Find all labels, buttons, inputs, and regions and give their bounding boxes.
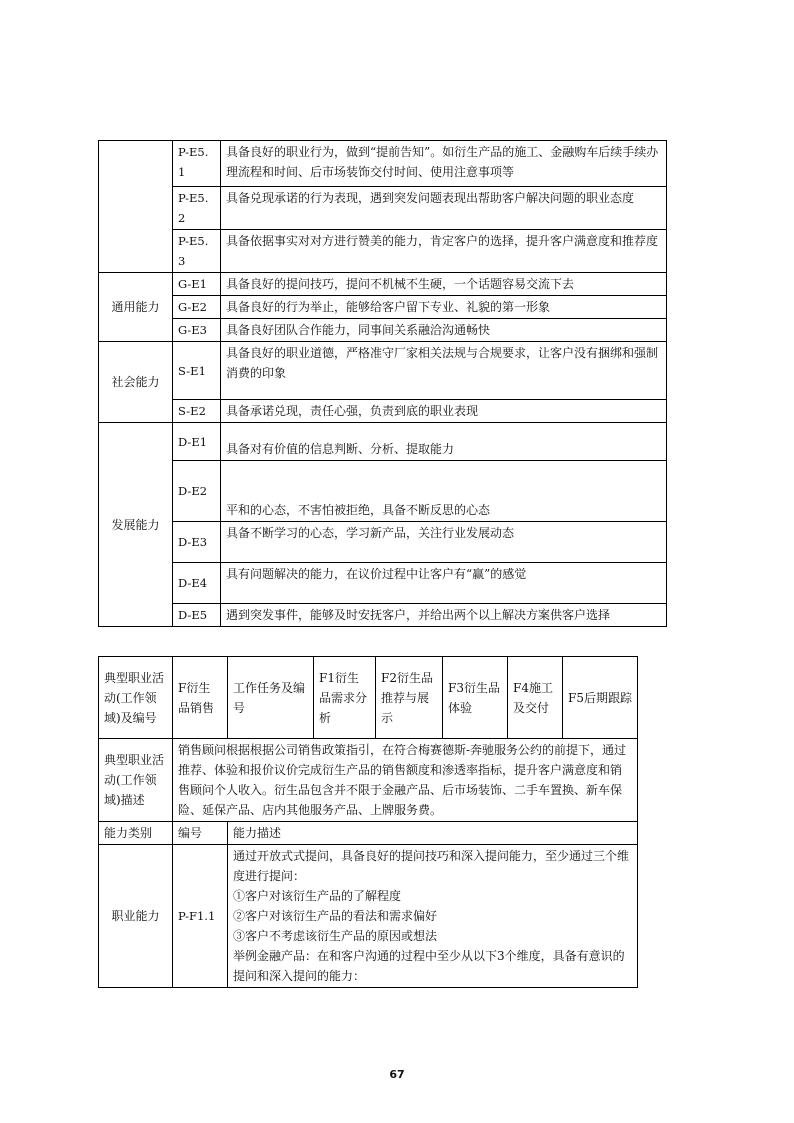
desc-cell: 具备良好的行为举止，能够给客户留下专业、礼貌的第一形象 [221, 296, 667, 319]
category-cell: 职业能力 [99, 845, 173, 988]
category-cell: 通用能力 [99, 273, 173, 342]
desc-cell: 平和的心态，不害怕被拒绝，具备不断反思的心态 [221, 461, 667, 522]
col-header-desc: 能力描述 [228, 822, 638, 845]
desc-line: ③客户不考虑该衍生产品的原因或想法 [233, 929, 438, 943]
code-cell: S-E2 [173, 400, 221, 423]
code-cell: D-E2 [173, 461, 221, 522]
desc-cell: 遇到突发事件，能够及时安抚客户，并给出两个以上解决方案供客户选择 [221, 604, 667, 627]
desc-line: ②客户对该衍生产品的看法和需求偏好 [233, 909, 438, 923]
code-cell: G-E1 [173, 273, 221, 296]
task-f1-cell: F1衍生品需求分析 [314, 657, 376, 739]
code-cell: P-E5.2 [173, 187, 221, 230]
category-cell-empty [99, 141, 173, 273]
code-cell: S-E1 [173, 342, 221, 400]
code-cell: D-E3 [173, 522, 221, 563]
task-f4-cell: F4施工及交付 [508, 657, 563, 739]
desc-line: ①客户对该衍生产品的了解程度 [233, 889, 402, 903]
col-header-category: 能力类别 [99, 822, 173, 845]
code-cell: D-E1 [173, 423, 221, 461]
code-cell: D-E4 [173, 563, 221, 604]
desc-cell: 具备良好的提问技巧，提问不机械不生硬，一个话题容易交流下去 [221, 273, 667, 296]
desc-cell: 具备良好的职业道德，严格准守厂家相关法规与合规要求，让客户没有捆绑和强制消费的印象 [221, 342, 667, 400]
code-cell: D-E5 [173, 604, 221, 627]
desc-line: 举例金融产品：在和客户沟通的过程中至少从以下3个维度，具备有意识的提问和深入提问的能力： [233, 949, 625, 983]
desc-cell: 具有问题解决的能力，在议价过程中让客户有“赢”的感觉 [221, 563, 667, 604]
activity-name-cell: F衍生品销售 [173, 657, 228, 739]
task-f2-cell: F2衍生品推荐与展示 [376, 657, 443, 739]
competency-table-continued [98, 140, 667, 627]
description-cell: 销售顾问根据根据公司销售政策指引，在符合梅赛德斯-奔驰服务公约的前提下，通过推荐、体验和报价议价完成衍生产品的销售额度和渗透率指标，提升客户满意度和销售顾问个人收入。衍生品包含并不限于金融产品、后市场装饰、二手车置换、新车保险、延保产品、店内其他服务产品、上牌服务费。 [173, 739, 638, 822]
desc-cell: 具备不断学习的心态，学习新产品，关注行业发展动态 [221, 522, 667, 563]
code-cell: P-E5.3 [173, 230, 221, 273]
desc-cell: 具备依据事实对对方进行赞美的能力，肯定客户的选择，提升客户满意度和推荐度 [221, 230, 667, 273]
col-header-code: 编号 [173, 822, 228, 845]
desc-cell: 具备良好的职业行为，做到“提前告知”。如衍生产品的施工、金融购车后续手续办理流程和时间、后市场装饰交付时间、使用注意事项等 [221, 141, 667, 187]
code-cell: P-E5.1 [173, 141, 221, 187]
activity-label-cell: 典型职业活动(工作领域)及编号 [99, 657, 173, 739]
task-f3-cell: F3衍生品体验 [443, 657, 508, 739]
description-label-cell: 典型职业活动(工作领域)描述 [99, 739, 173, 822]
task-label-cell: 工作任务及编号 [228, 657, 314, 739]
code-cell: G-E2 [173, 296, 221, 319]
code-cell: P-F1.1 [173, 845, 228, 988]
desc-cell: 具备承诺兑现，责任心强，负责到底的职业表现 [221, 400, 667, 423]
code-cell: G-E3 [173, 319, 221, 342]
desc-cell: 具备兑现承诺的行为表现，遇到突发问题表现出帮助客户解决问题的职业态度 [221, 187, 667, 230]
page-number: 67 [389, 1068, 405, 1081]
category-cell: 社会能力 [99, 342, 173, 423]
category-cell: 发展能力 [99, 423, 173, 627]
desc-line: 通过开放式式提问，具备良好的提问技巧和深入提问能力，至少通过三个维度进行提问： [233, 849, 630, 883]
desc-cell: 具备良好团队合作能力，同事间关系融洽沟通畅快 [221, 319, 667, 342]
desc-cell: 具备对有价值的信息判断、分析、提取能力 [221, 423, 667, 461]
task-f5-cell: F5后期跟踪 [563, 657, 638, 739]
activity-table [98, 656, 638, 988]
desc-cell [228, 845, 638, 988]
